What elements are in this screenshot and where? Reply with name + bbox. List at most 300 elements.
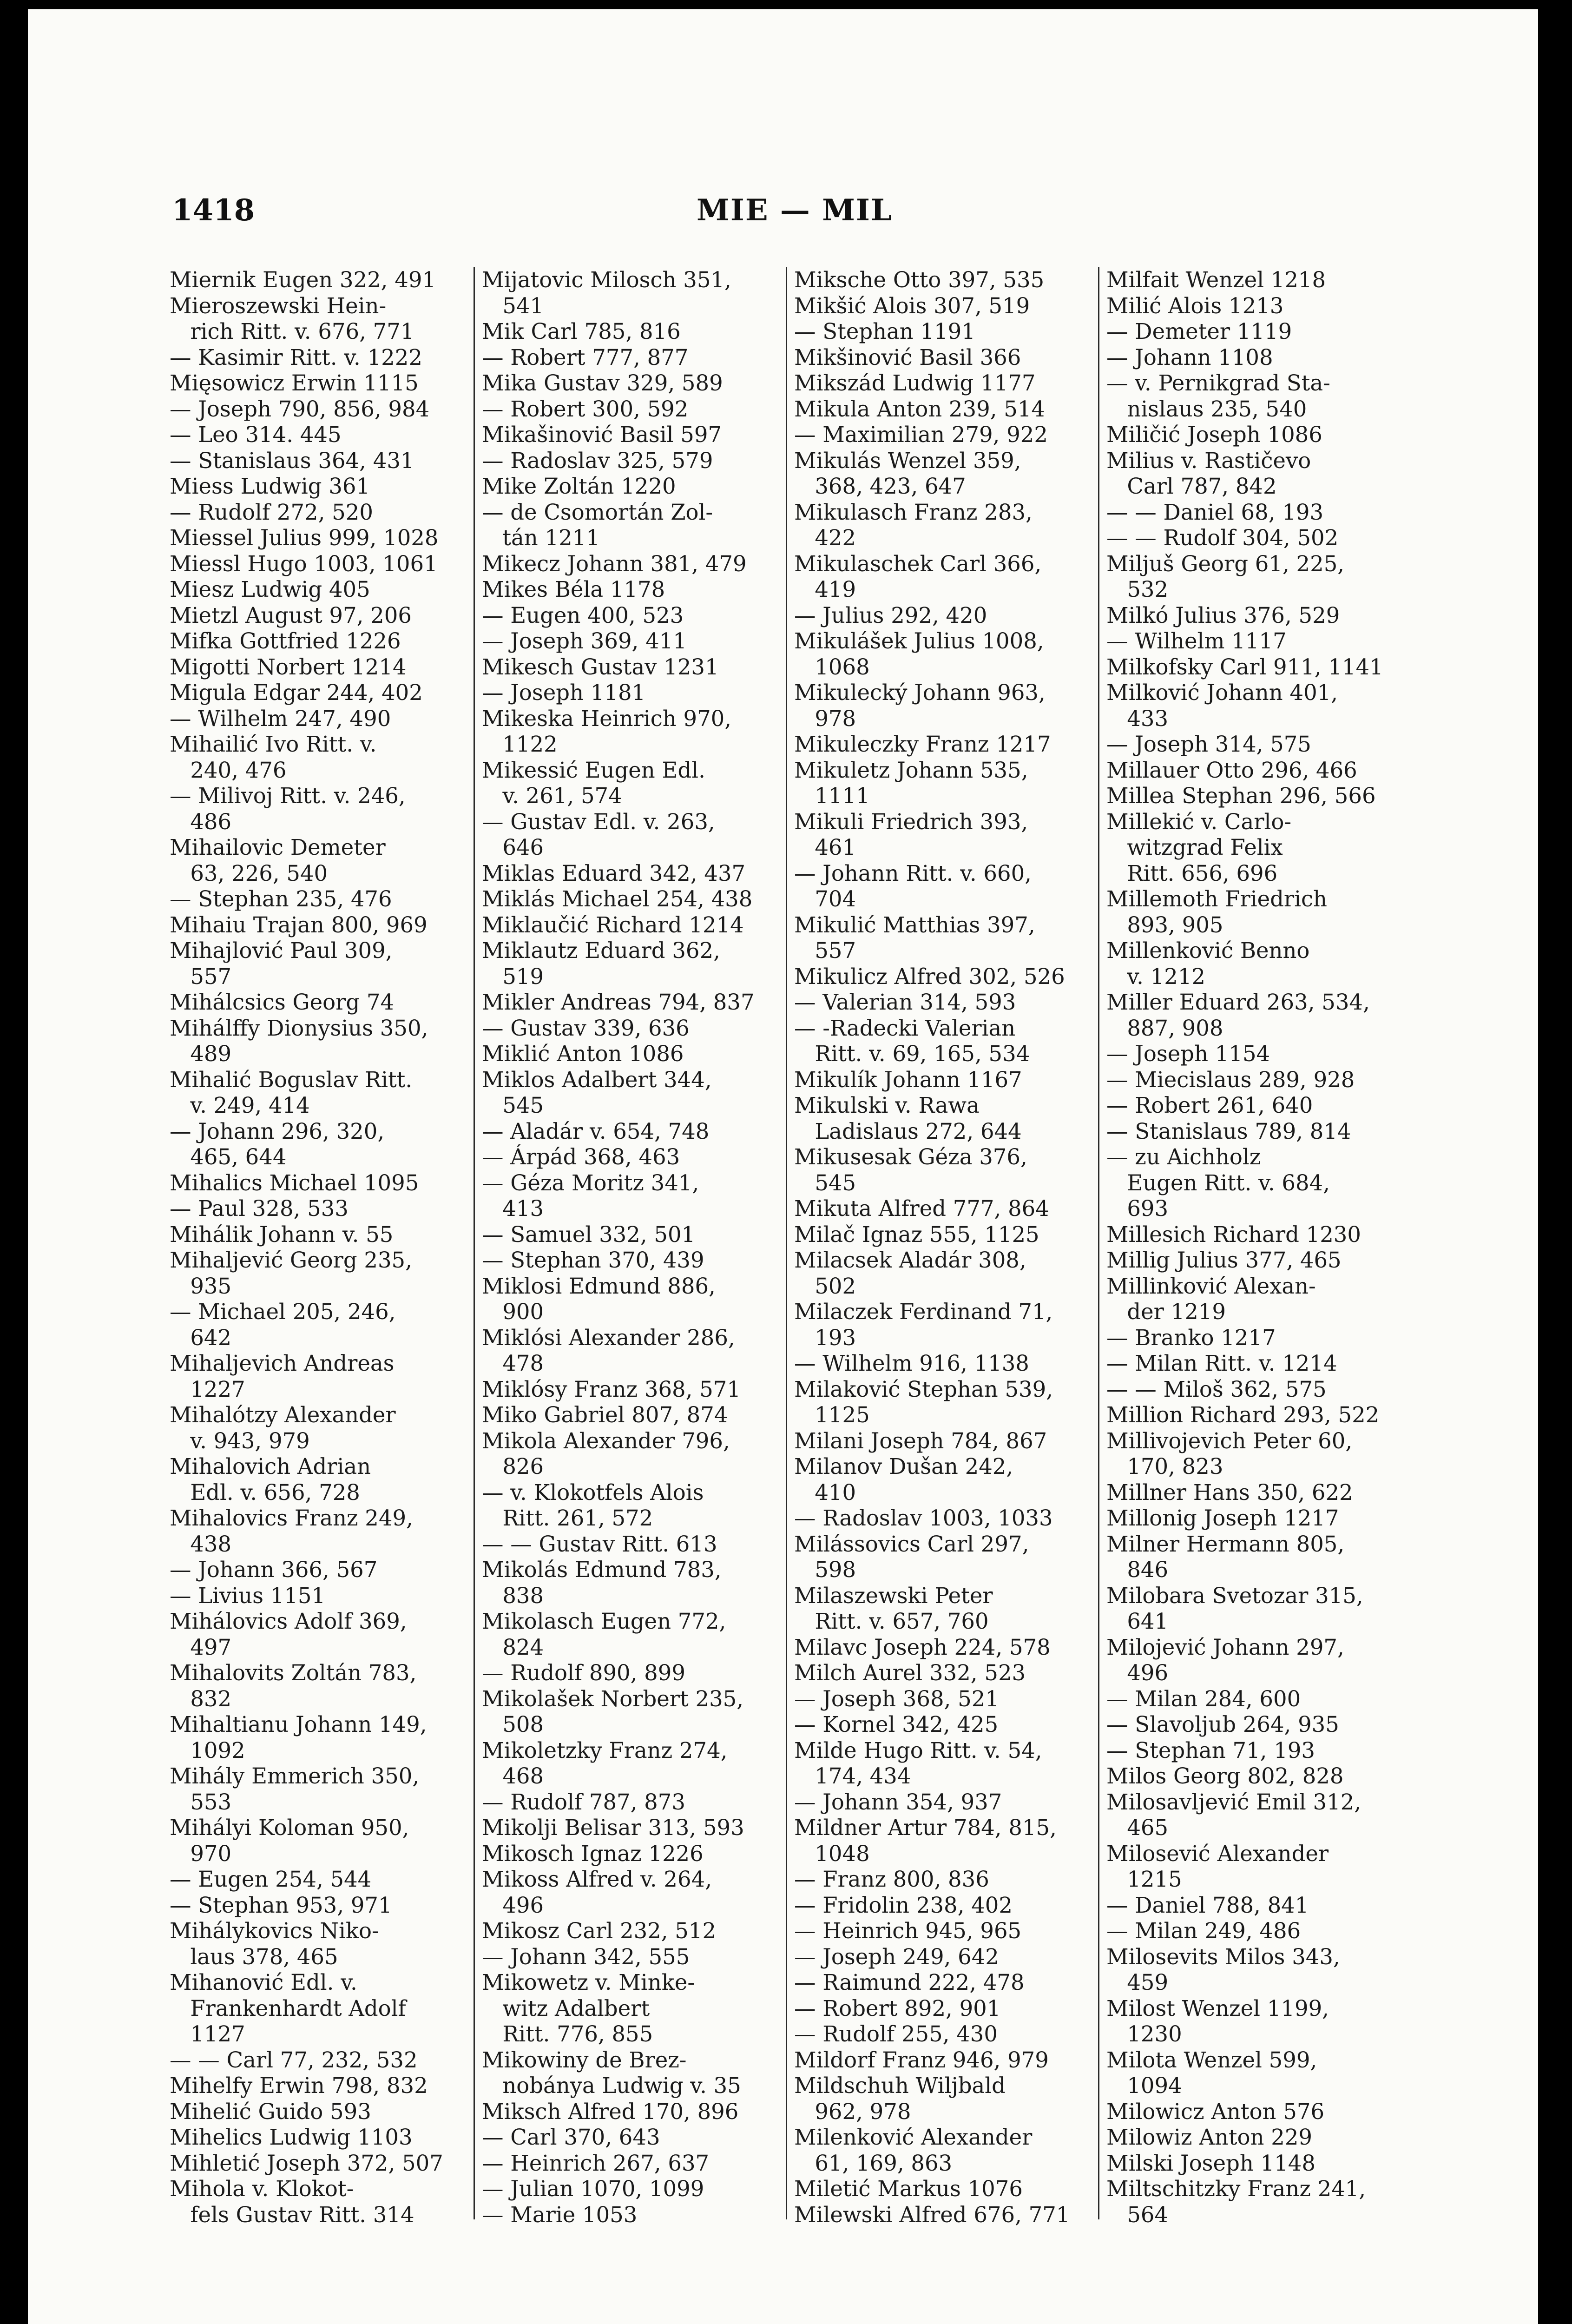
index-entry-line: Mikowetz v. Minke-: [482, 1970, 695, 1995]
running-title: MIE — MIL: [697, 193, 893, 228]
index-entry-line: v. 943, 979: [170, 1428, 310, 1453]
index-entry-line: Mike Zoltán 1220: [482, 474, 676, 499]
index-entry-line: 419: [794, 577, 856, 602]
index-entry-line: — Maximilian 279, 922: [794, 422, 1048, 447]
index-entry-line: Mildorf Franz 946, 979: [794, 2047, 1049, 2073]
index-entry-line: 545: [482, 1093, 544, 1118]
index-entry-line: Milaković Stephan 539,: [794, 1376, 1053, 1402]
index-entry-line: Mikšinović Basil 366: [794, 344, 1021, 370]
index-entry-line: Miklić Anton 1086: [482, 1041, 684, 1066]
index-entry-line: Millenković Benno: [1106, 938, 1310, 963]
index-entry-line: Mihailovic Demeter: [170, 835, 386, 860]
index-entry-line: — Robert 300, 592: [482, 396, 689, 422]
index-entry-line: Mikes Béla 1178: [482, 577, 665, 602]
index-entry-line: 693: [1106, 1196, 1169, 1221]
index-entry-line: Milski Joseph 1148: [1106, 2150, 1315, 2176]
index-entry-line: Mihalics Michael 1095: [170, 1170, 419, 1195]
index-entry-line: 497: [170, 1634, 232, 1660]
index-entry-line: Milenković Alexander: [794, 2125, 1033, 2150]
index-entry-line: 496: [482, 1892, 544, 1918]
index-entry-line: 1068: [794, 654, 870, 680]
index-entry-line: Mihalótzy Alexander: [170, 1402, 396, 1427]
index-entry-line: — Joseph 314, 575: [1106, 732, 1311, 757]
index-entry-line: Ritt. v. 657, 760: [794, 1609, 989, 1634]
index-entry-line: 545: [794, 1170, 856, 1195]
index-entry-line: Milaszewski Peter: [794, 1583, 993, 1608]
index-entry-line: 826: [482, 1454, 544, 1479]
index-entry-line: Miljuš Georg 61, 225,: [1106, 551, 1345, 576]
index-entry-line: Milássovics Carl 297,: [794, 1531, 1029, 1557]
index-entry-line: — Robert 261, 640: [1106, 1093, 1313, 1118]
index-entry-line: v. 249, 414: [170, 1093, 310, 1118]
index-entry-line: — Julian 1070, 1099: [482, 2176, 704, 2201]
page-header: [172, 193, 1417, 230]
index-entry-line: 496: [1106, 1660, 1169, 1685]
index-entry-line: Milosavljević Emil 312,: [1106, 1789, 1362, 1815]
index-entry-line: — Rudolf 890, 899: [482, 1660, 685, 1685]
index-entry-line: — Johann 342, 555: [482, 1944, 690, 1969]
index-entry-line: Miklaučić Richard 1214: [482, 912, 744, 938]
index-entry-line: 1215: [1106, 1867, 1182, 1892]
index-entry-line: laus 378, 465: [170, 1944, 338, 1969]
index-entry-line: 438: [170, 1531, 232, 1557]
index-entry-line: Mięsowicz Erwin 1115: [170, 370, 419, 396]
index-entry-line: Miklos Adalbert 344,: [482, 1067, 712, 1092]
index-entry-line: Mihálcsics Georg 74: [170, 990, 395, 1015]
index-entry-line: Milfait Wenzel 1218: [1106, 267, 1326, 292]
index-entry-line: Millonig Joseph 1217: [1106, 1505, 1339, 1531]
index-entry-line: — Michael 205, 246,: [170, 1299, 396, 1324]
index-entry-line: — Joseph 368, 521: [794, 1686, 999, 1711]
index-entry-line: Milacsek Aladár 308,: [794, 1248, 1026, 1273]
index-entry-line: Mikulaschek Carl 366,: [794, 551, 1042, 576]
index-entry-line: 935: [170, 1273, 232, 1299]
index-entry-line: Mildschuh Wiljbald: [794, 2073, 1006, 2098]
index-entry-line: 1092: [170, 1737, 245, 1763]
index-entry-line: 433: [1106, 706, 1169, 731]
index-entry-line: — zu Aichholz: [1106, 1144, 1261, 1169]
index-entry-line: — — Daniel 68, 193: [1106, 499, 1324, 525]
index-entry-line: — Robert 892, 901: [794, 1995, 1001, 2021]
index-entry-line: — Kornel 342, 425: [794, 1712, 999, 1737]
index-entry-line: Mihelfy Erwin 798, 832: [170, 2073, 428, 2098]
index-entry-line: Millner Hans 350, 622: [1106, 1479, 1353, 1505]
index-entry-line: Miličić Joseph 1086: [1106, 422, 1322, 447]
index-entry-line: 486: [170, 809, 232, 834]
index-entry-line: Miltschitzky Franz 241,: [1106, 2176, 1366, 2201]
index-entry-line: Miessl Hugo 1003, 1061: [170, 551, 438, 576]
index-entry-line: Miksch Alfred 170, 896: [482, 2099, 739, 2124]
index-entry-line: Migotti Norbert 1214: [170, 654, 407, 680]
index-entry-line: — Radoslav 325, 579: [482, 448, 713, 473]
index-entry-line: Milch Aurel 332, 523: [794, 1660, 1026, 1685]
index-entry-line: — Wilhelm 916, 1138: [794, 1351, 1029, 1376]
index-entry-line: — Stanislaus 364, 431: [170, 448, 414, 473]
index-entry-line: Milkó Julius 376, 529: [1106, 602, 1340, 628]
index-entry-line: Mijatovic Milosch 351,: [482, 267, 731, 292]
index-column-1: [170, 267, 467, 2228]
index-entry-line: Miksche Otto 397, 535: [794, 267, 1045, 292]
index-entry-line: — Marie 1053: [482, 2202, 638, 2227]
index-entry-line: Frankenhardt Adolf: [170, 1995, 406, 2021]
index-entry-line: 240, 476: [170, 757, 287, 783]
index-entry-line: 478: [482, 1351, 544, 1376]
index-column-4: [1106, 267, 1404, 2228]
index-entry-line: Milota Wenzel 599,: [1106, 2047, 1317, 2073]
index-entry-line: nislaus 235, 540: [1106, 396, 1307, 422]
index-entry-line: — Valerian 314, 593: [794, 990, 1016, 1015]
index-entry-line: Milde Hugo Ritt. v. 54,: [794, 1737, 1042, 1763]
index-entry-line: — Radoslav 1003, 1033: [794, 1505, 1053, 1531]
index-entry-line: 824: [482, 1634, 544, 1660]
index-entry-line: — Julius 292, 420: [794, 602, 987, 628]
index-entry-line: 170, 823: [1106, 1454, 1223, 1479]
index-entry-line: der 1219: [1106, 1299, 1226, 1324]
index-entry-line: — Johann Ritt. v. 660,: [794, 860, 1032, 886]
index-entry-line: Mikolás Edmund 783,: [482, 1557, 722, 1582]
index-entry-line: Millesich Richard 1230: [1106, 1221, 1361, 1247]
index-entry-line: Mihalovits Zoltán 783,: [170, 1660, 417, 1685]
index-entry-line: — Géza Moritz 341,: [482, 1170, 699, 1195]
index-entry-line: — Livius 1151: [170, 1583, 326, 1608]
index-entry-line: 846: [1106, 1557, 1169, 1582]
index-entry-line: Mihaljević Georg 235,: [170, 1248, 412, 1273]
index-entry-line: 598: [794, 1557, 856, 1582]
index-entry-line: Mikusesak Géza 376,: [794, 1144, 1027, 1169]
index-entry-line: 174, 434: [794, 1763, 911, 1789]
index-entry-line: 1125: [794, 1402, 870, 1427]
index-entry-line: 642: [170, 1325, 232, 1350]
index-entry-line: — Stephan 235, 476: [170, 886, 392, 911]
index-entry-line: Mik Carl 785, 816: [482, 319, 681, 344]
index-entry-line: 368, 423, 647: [794, 474, 966, 499]
index-entry-line: Ritt. 261, 572: [482, 1505, 653, 1531]
index-entry-line: — Miecislaus 289, 928: [1106, 1067, 1355, 1092]
index-entry-line: — Slavoljub 264, 935: [1106, 1712, 1339, 1737]
index-entry-line: Milaczek Ferdinand 71,: [794, 1299, 1053, 1324]
index-entry-line: Mikulecký Johann 963,: [794, 680, 1046, 705]
index-column-2: [482, 267, 779, 2228]
index-entry-line: Mihaltianu Johann 149,: [170, 1712, 427, 1737]
index-entry-line: Miller Eduard 263, 534,: [1106, 990, 1370, 1015]
index-entry-line: Milani Joseph 784, 867: [794, 1428, 1047, 1453]
index-entry-line: — Carl 370, 643: [482, 2125, 660, 2150]
index-entry-line: — Joseph 249, 642: [794, 1944, 999, 1969]
index-entry-line: 465, 644: [170, 1144, 287, 1169]
index-entry-line: — v. Pernikgrad Sta-: [1106, 370, 1330, 396]
index-entry-line: 461: [794, 835, 856, 860]
index-entry-line: Milner Hermann 805,: [1106, 1531, 1345, 1557]
index-entry-line: Mikulicz Alfred 302, 526: [794, 964, 1065, 989]
index-entry-line: v. 1212: [1106, 964, 1205, 989]
index-entry-line: 502: [794, 1273, 856, 1299]
index-entry-line: 900: [482, 1299, 544, 1324]
index-entry-line: Mihály Emmerich 350,: [170, 1763, 420, 1789]
index-entry-line: Mikolji Belisar 313, 593: [482, 1815, 744, 1840]
index-entry-line: 519: [482, 964, 544, 989]
index-entry-line: Milač Ignaz 555, 1125: [794, 1221, 1039, 1247]
index-entry-line: tán 1211: [482, 525, 600, 550]
index-entry-line: 564: [1106, 2202, 1169, 2227]
index-entry-line: 489: [170, 1041, 232, 1066]
index-entry-line: Mikašinović Basil 597: [482, 422, 722, 447]
index-entry-line: — Johann 1108: [1106, 344, 1273, 370]
index-entry-line: Milos Georg 802, 828: [1106, 1763, 1344, 1789]
index-entry-line: Mikecz Johann 381, 479: [482, 551, 747, 576]
column-divider: [474, 267, 475, 2219]
index-entry-line: Migula Edgar 244, 402: [170, 680, 423, 705]
index-entry-line: — — Miloš 362, 575: [1106, 1376, 1327, 1402]
index-entry-line: Mikeska Heinrich 970,: [482, 706, 732, 731]
index-entry-line: Mikuletz Johann 535,: [794, 757, 1028, 783]
index-entry-line: — Johann 366, 567: [170, 1557, 378, 1582]
index-entry-line: Miesz Ludwig 405: [170, 577, 370, 602]
index-entry-line: Mihajlović Paul 309,: [170, 938, 393, 963]
index-entry-line: — Árpád 368, 463: [482, 1144, 680, 1169]
index-entry-line: fels Gustav Ritt. 314: [170, 2202, 414, 2227]
index-entry-line: Mikulić Matthias 397,: [794, 912, 1035, 938]
index-entry-line: Ritt. v. 69, 165, 534: [794, 1041, 1030, 1066]
index-entry-line: Ritt. 776, 855: [482, 2021, 653, 2047]
index-entry-line: Mikoletzky Franz 274,: [482, 1737, 728, 1763]
index-entry-line: witzgrad Felix: [1106, 835, 1283, 860]
index-entry-line: Miklósy Franz 368, 571: [482, 1376, 741, 1402]
index-entry-line: Mikulás Wenzel 359,: [794, 448, 1021, 473]
index-entry-line: — — Rudolf 304, 502: [1106, 525, 1339, 550]
index-entry-line: Mikuleczky Franz 1217: [794, 732, 1051, 757]
index-entry-line: — Franz 800, 836: [794, 1867, 989, 1892]
index-entry-line: Milavc Joseph 224, 578: [794, 1634, 1051, 1660]
index-entry-line: Miklosi Edmund 886,: [482, 1273, 716, 1299]
index-entry-line: Milewski Alfred 676, 771: [794, 2202, 1070, 2227]
index-entry-line: Milost Wenzel 1199,: [1106, 1995, 1329, 2021]
index-entry-line: 978: [794, 706, 856, 731]
page: [28, 9, 1538, 2324]
index-entry-line: rich Ritt. v. 676, 771: [170, 319, 414, 344]
index-entry-line: Edl. v. 656, 728: [170, 1479, 360, 1505]
index-entry-line: 832: [170, 1686, 232, 1711]
index-entry-line: Mikler Andreas 794, 837: [482, 990, 755, 1015]
index-entry-line: Miess Ludwig 361: [170, 474, 370, 499]
index-entry-line: 970: [170, 1841, 232, 1866]
index-entry-line: Mieroszewski Hein-: [170, 293, 387, 318]
index-entry-line: Miklas Eduard 342, 437: [482, 860, 746, 886]
index-entry-line: Mihálik Johann v. 55: [170, 1221, 394, 1247]
index-entry-line: — Stephan 1191: [794, 319, 975, 344]
index-entry-line: — Kasimir Ritt. v. 1222: [170, 344, 422, 370]
index-entry-line: Mikulášek Julius 1008,: [794, 628, 1044, 654]
index-entry-line: — Samuel 332, 501: [482, 1221, 696, 1247]
index-entry-line: Mihelics Ludwig 1103: [170, 2125, 413, 2150]
index-entry-line: 557: [794, 938, 856, 963]
index-entry-line: Mika Gustav 329, 589: [482, 370, 723, 396]
index-entry-line: 704: [794, 886, 856, 911]
index-entry-line: 465: [1106, 1815, 1169, 1840]
index-entry-line: — Gustav Edl. v. 263,: [482, 809, 715, 834]
index-entry-line: Milić Alois 1213: [1106, 293, 1284, 318]
index-entry-line: Millea Stephan 296, 566: [1106, 783, 1376, 808]
index-entry-line: Mihálovics Adolf 369,: [170, 1609, 407, 1634]
index-entry-line: 887, 908: [1106, 1015, 1223, 1041]
index-entry-line: Mihaiu Trajan 800, 969: [170, 912, 428, 938]
index-entry-line: — Raimund 222, 478: [794, 1970, 1025, 1995]
index-entry-line: — Paul 328, 533: [170, 1196, 349, 1221]
index-entry-line: Mihletić Joseph 372, 507: [170, 2150, 443, 2176]
index-entry-line: Mikolašek Norbert 235,: [482, 1686, 744, 1711]
index-entry-line: — Milan 284, 600: [1106, 1686, 1301, 1711]
index-entry-line: 893, 905: [1106, 912, 1223, 938]
index-entry-line: — Joseph 1181: [482, 680, 646, 705]
index-entry-line: — Joseph 790, 856, 984: [170, 396, 430, 422]
index-entry-line: 1122: [482, 732, 558, 757]
index-entry-line: Millig Julius 377, 465: [1106, 1248, 1342, 1273]
column-divider: [1098, 267, 1099, 2219]
index-entry-line: Mikulík Johann 1167: [794, 1067, 1022, 1092]
index-entry-line: 422: [794, 525, 856, 550]
index-entry-line: Mihálykovics Niko-: [170, 1918, 379, 1943]
index-entry-line: Mihaljevich Andreas: [170, 1351, 395, 1376]
index-entry-line: Mikšić Alois 307, 519: [794, 293, 1030, 318]
index-entry-line: — Rudolf 255, 430: [794, 2021, 998, 2047]
index-entry-line: Mikessić Eugen Edl.: [482, 757, 705, 783]
index-entry-line: 541: [482, 293, 544, 318]
index-entry-line: — Daniel 788, 841: [1106, 1892, 1309, 1918]
index-entry-line: 410: [794, 1479, 856, 1505]
index-entry-line: Mikuli Friedrich 393,: [794, 809, 1028, 834]
index-entry-line: Eugen Ritt. v. 684,: [1106, 1170, 1330, 1195]
index-entry-line: — v. Klokotfels Alois: [482, 1479, 704, 1505]
index-entry-line: nobánya Ludwig v. 35: [482, 2073, 741, 2098]
index-entry-line: Mihályi Koloman 950,: [170, 1815, 409, 1840]
index-entry-line: — Fridolin 238, 402: [794, 1892, 1013, 1918]
index-column-3: [794, 267, 1092, 2228]
index-entry-line: Miklósi Alexander 286,: [482, 1325, 735, 1350]
index-entry-line: — Stephan 370, 439: [482, 1248, 704, 1273]
index-entry-line: Milojević Johann 297,: [1106, 1634, 1344, 1660]
index-entry-line: 459: [1106, 1970, 1169, 1995]
index-entry-line: Million Richard 293, 522: [1106, 1402, 1380, 1427]
index-entry-line: Mihanović Edl. v.: [170, 1970, 357, 1995]
index-entry-line: Mikowiny de Brez-: [482, 2047, 687, 2073]
index-entry-line: — Robert 777, 877: [482, 344, 689, 370]
index-entry-line: Mietzl August 97, 206: [170, 602, 412, 628]
index-entry-line: 557: [170, 964, 232, 989]
index-entry-line: Miletić Markus 1076: [794, 2176, 1023, 2201]
index-entry-line: — Gustav 339, 636: [482, 1015, 690, 1041]
index-entry-line: Mihola v. Klokot-: [170, 2176, 354, 2201]
index-entry-line: — Aladár v. 654, 748: [482, 1118, 710, 1144]
index-entry-line: Mikosz Carl 232, 512: [482, 1918, 717, 1943]
index-entry-line: — Joseph 369, 411: [482, 628, 687, 654]
index-entry-line: 646: [482, 835, 544, 860]
index-entry-line: Mikulski v. Rawa: [794, 1093, 980, 1118]
index-entry-line: Millemoth Friedrich: [1106, 886, 1327, 911]
index-entry-line: Milobara Svetozar 315,: [1106, 1583, 1363, 1608]
index-entry-line: — Joseph 1154: [1106, 1041, 1270, 1066]
index-entry-line: Miko Gabriel 807, 874: [482, 1402, 728, 1427]
index-entry-line: Mihelić Guido 593: [170, 2099, 371, 2124]
index-entry-line: 63, 226, 540: [170, 860, 328, 886]
index-entry-line: Mikosch Ignaz 1226: [482, 1841, 704, 1866]
index-entry-line: 468: [482, 1763, 544, 1789]
index-entry-line: Mihalovich Adrian: [170, 1454, 371, 1479]
index-entry-line: Carl 787, 842: [1106, 474, 1277, 499]
index-entry-line: — Demeter 1119: [1106, 319, 1292, 344]
index-entry-line: Miklautz Eduard 362,: [482, 938, 720, 963]
index-entry-line: — Milan Ritt. v. 1214: [1106, 1351, 1337, 1376]
index-entry-line: — Eugen 400, 523: [482, 602, 684, 628]
index-entry-line: — Heinrich 945, 965: [794, 1918, 1022, 1943]
index-entry-line: Milosevits Milos 343,: [1106, 1944, 1340, 1969]
index-entry-line: 193: [794, 1325, 856, 1350]
index-entry-line: Mihailić Ivo Ritt. v.: [170, 732, 377, 757]
index-entry-line: Mihalovics Franz 249,: [170, 1505, 413, 1531]
index-entry-line: — Wilhelm 1117: [1106, 628, 1287, 654]
index-entry-line: Milius v. Rastičevo: [1106, 448, 1311, 473]
index-entry-line: Mikulasch Franz 283,: [794, 499, 1033, 525]
index-entry-line: — Branko 1217: [1106, 1325, 1276, 1350]
index-entry-line: 532: [1106, 577, 1169, 602]
index-entry-line: Mikszád Ludwig 1177: [794, 370, 1036, 396]
index-entry-line: — Stanislaus 789, 814: [1106, 1118, 1351, 1144]
index-entry-line: 1094: [1106, 2073, 1182, 2098]
index-entry-line: — de Csomortán Zol-: [482, 499, 713, 525]
index-entry-line: Milosević Alexander: [1106, 1841, 1329, 1866]
index-entry-line: Milković Johann 401,: [1106, 680, 1338, 705]
index-entry-line: — Johann 354, 937: [794, 1789, 1002, 1815]
index-entry-line: — -Radecki Valerian: [794, 1015, 1016, 1041]
index-entry-line: Millauer Otto 296, 466: [1106, 757, 1357, 783]
index-entry-line: Miernik Eugen 322, 491: [170, 267, 436, 292]
index-entry-line: Mihalić Boguslav Ritt.: [170, 1067, 413, 1092]
index-entry-line: 61, 169, 863: [794, 2150, 953, 2176]
column-divider: [786, 267, 787, 2219]
index-entry-line: Mikesch Gustav 1231: [482, 654, 719, 680]
index-entry-line: — — Gustav Ritt. 613: [482, 1531, 717, 1557]
index-entry-line: 1127: [170, 2021, 245, 2047]
index-entry-line: 1111: [794, 783, 870, 808]
index-entry-line: Mikoss Alfred v. 264,: [482, 1867, 712, 1892]
index-entry-line: Mikula Anton 239, 514: [794, 396, 1045, 422]
index-entry-line: Mifka Gottfried 1226: [170, 628, 401, 654]
index-entry-line: Miklás Michael 254, 438: [482, 886, 753, 911]
index-entry-line: Millivojevich Peter 60,: [1106, 1428, 1353, 1453]
index-entry-line: 1048: [794, 1841, 870, 1866]
index-entry-line: 641: [1106, 1609, 1169, 1634]
index-entry-line: 838: [482, 1583, 544, 1608]
index-entry-line: — Leo 314. 445: [170, 422, 342, 447]
index-entry-line: Ritt. 656, 696: [1106, 860, 1278, 886]
index-entry-line: — Milan 249, 486: [1106, 1918, 1301, 1943]
index-entry-line: — Heinrich 267, 637: [482, 2150, 710, 2176]
index-entry-line: Milowicz Anton 576: [1106, 2099, 1325, 2124]
index-entry-line: witz Adalbert: [482, 1995, 650, 2021]
index-entry-line: — Stephan 71, 193: [1106, 1737, 1315, 1763]
index-entry-line: — — Carl 77, 232, 532: [170, 2047, 418, 2073]
index-entry-line: Ladislaus 272, 644: [794, 1118, 1022, 1144]
index-entry-line: 508: [482, 1712, 544, 1737]
index-entry-line: Mikuta Alfred 777, 864: [794, 1196, 1049, 1221]
index-entry-line: Mikolasch Eugen 772,: [482, 1609, 726, 1634]
index-entry-line: Millekić v. Carlo-: [1106, 809, 1292, 834]
index-entry-line: Mikola Alexander 796,: [482, 1428, 730, 1453]
index-entry-line: — Wilhelm 247, 490: [170, 706, 391, 731]
index-entry-line: Miessel Julius 999, 1028: [170, 525, 439, 550]
index-entry-line: — Eugen 254, 544: [170, 1867, 372, 1892]
index-columns: [170, 267, 1410, 2227]
index-entry-line: Millinković Alexan-: [1106, 1273, 1316, 1299]
index-entry-line: — Rudolf 272, 520: [170, 499, 373, 525]
